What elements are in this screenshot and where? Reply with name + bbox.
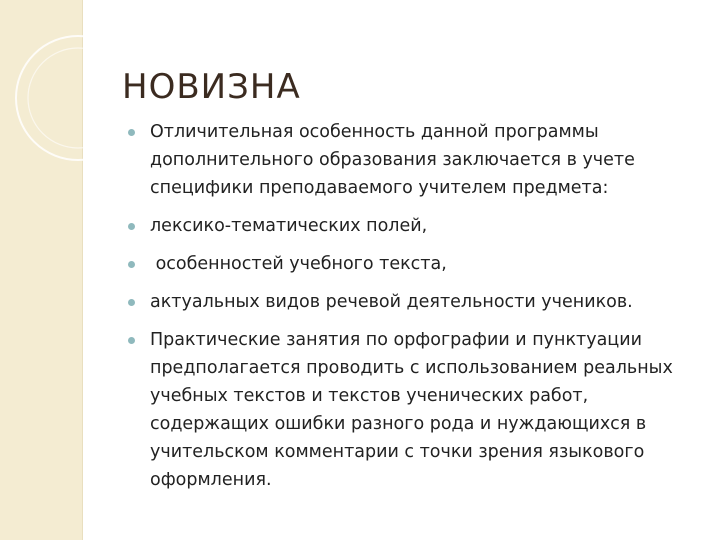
- bullet-icon: [128, 337, 135, 344]
- slide-title: НОВИЗНА: [122, 66, 301, 107]
- list-item: [128, 212, 688, 240]
- bullet-text: актуальных видов речевой деятельности учеников.: [150, 292, 633, 312]
- list-item: [128, 326, 688, 494]
- bullet-text: особенностей учебного текста,: [150, 254, 447, 274]
- bullet-text: Отличительная особенность данной программы дополнительного образования заключается в учете специфики преподаваемого учителем предмета:: [150, 122, 635, 198]
- list-item: [128, 118, 688, 202]
- bullet-list: [128, 118, 688, 504]
- bullet-icon: [128, 261, 135, 268]
- list-item: [128, 250, 688, 278]
- bullet-text: Практические занятия по орфографии и пунктуации предполагается проводить с использованием реальных учебных текстов и текстов ученических работ, содержащих ошибки разного рода и нуждающихся в учительском комментарии с точки зрения языкового оформления.: [150, 330, 673, 490]
- bullet-icon: [128, 223, 135, 230]
- bullet-icon: [128, 129, 135, 136]
- bullet-icon: [128, 299, 135, 306]
- bullet-text: лексико-тематических полей,: [150, 216, 428, 236]
- list-item: [128, 288, 688, 316]
